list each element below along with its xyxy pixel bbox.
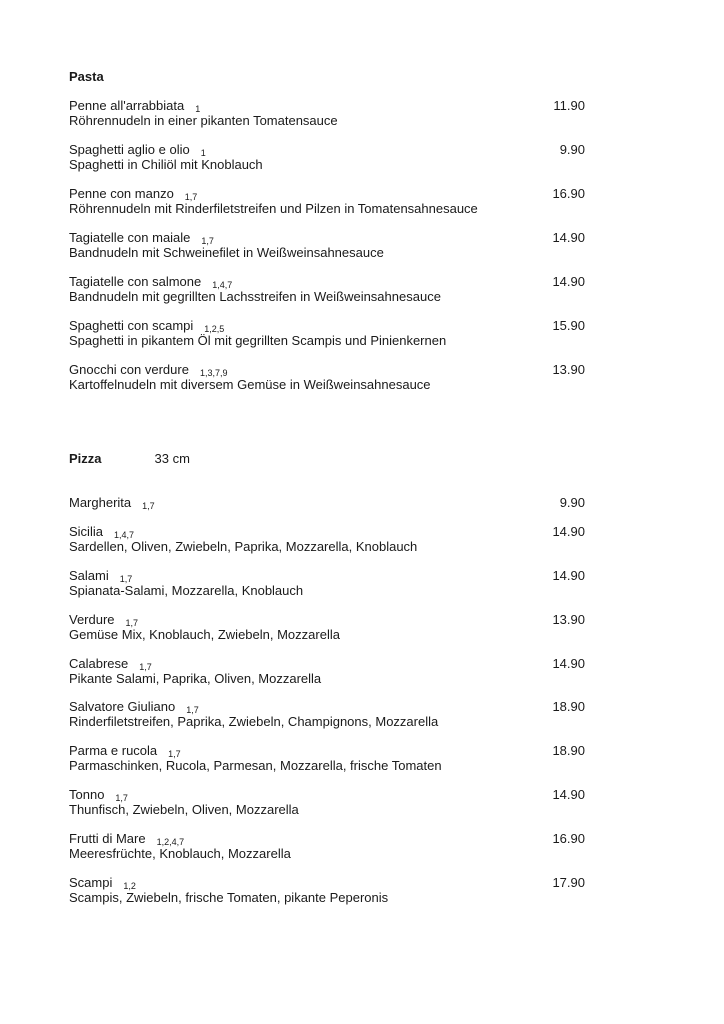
item-price: 18.90 bbox=[552, 743, 585, 758]
item-price: 18.90 bbox=[552, 699, 585, 714]
pasta-title: Pasta bbox=[69, 69, 104, 84]
item-price: 16.90 bbox=[552, 186, 585, 201]
item-name: Tagiatelle con salmone bbox=[69, 274, 202, 289]
item-allergens: 1 bbox=[195, 104, 201, 114]
item-name: Frutti di Mare bbox=[69, 831, 146, 846]
item-description: Gemüse Mix, Knoblauch, Zwiebeln, Mozzarella bbox=[69, 627, 340, 642]
item-allergens: 1,4,7 bbox=[113, 530, 134, 540]
item-allergens: 1 bbox=[200, 148, 206, 158]
item-price: 14.90 bbox=[552, 568, 585, 583]
item-description: Meeresfrüchte, Knoblauch, Mozzarella bbox=[69, 846, 291, 861]
menu-item bbox=[69, 186, 585, 216]
menu-item bbox=[69, 98, 585, 128]
item-name: Calabrese bbox=[69, 656, 129, 671]
item-name: Scampi bbox=[69, 875, 113, 890]
item-name: Salami bbox=[69, 568, 109, 583]
item-name: Margherita bbox=[69, 495, 132, 510]
pizza-title: Pizza bbox=[69, 451, 102, 466]
item-allergens: 1,7 bbox=[115, 793, 128, 803]
menu-item bbox=[69, 362, 585, 392]
item-allergens: 1,7 bbox=[168, 749, 181, 759]
menu-item bbox=[69, 743, 585, 773]
item-name: Penne con manzo bbox=[69, 186, 174, 201]
menu-item bbox=[69, 656, 585, 686]
item-name: Parma e rucola bbox=[69, 743, 158, 758]
menu-item bbox=[69, 274, 585, 304]
item-price: 17.90 bbox=[552, 875, 585, 890]
item-description: Röhrennudeln mit Rinderfiletstreifen und Pilzen in Tomatensahnesauce bbox=[69, 201, 478, 216]
item-name: Tagiatelle con maiale bbox=[69, 230, 191, 245]
item-price: 15.90 bbox=[552, 318, 585, 333]
item-allergens: 1,3,7,9 bbox=[199, 368, 228, 378]
pasta-heading bbox=[69, 69, 104, 84]
item-allergens: 1,7 bbox=[186, 705, 199, 715]
menu-item bbox=[69, 230, 585, 260]
item-price: 13.90 bbox=[552, 362, 585, 377]
item-name: Tonno bbox=[69, 787, 105, 802]
item-description: Spaghetti in pikantem Öl mit gegrillten Scampis und Pinienkernen bbox=[69, 333, 447, 348]
item-name: Verdure bbox=[69, 612, 115, 627]
pizza-size: 33 cm bbox=[154, 451, 190, 466]
item-price: 14.90 bbox=[552, 274, 585, 289]
item-description: Bandnudeln mit Schweinefilet in Weißweinsahnesauce bbox=[69, 245, 384, 260]
item-description: Kartoffelnudeln mit diversem Gemüse in Weißweinsahnesauce bbox=[69, 377, 431, 392]
item-price: 9.90 bbox=[559, 495, 585, 510]
item-description: Sardellen, Oliven, Zwiebeln, Paprika, Mozzarella, Knoblauch bbox=[69, 539, 418, 554]
item-allergens: 1,7 bbox=[139, 662, 152, 672]
item-description: Pikante Salami, Paprika, Oliven, Mozzarella bbox=[69, 671, 322, 686]
item-description: Spaghetti in Chiliöl mit Knoblauch bbox=[69, 157, 263, 172]
item-name: Sicilia bbox=[69, 524, 103, 539]
menu-item bbox=[69, 875, 585, 905]
item-name: Spaghetti aglio e olio bbox=[69, 142, 190, 157]
menu-item bbox=[69, 142, 585, 172]
item-description: Rinderfiletstreifen, Paprika, Zwiebeln, Champignons, Mozzarella bbox=[69, 714, 439, 729]
item-description: Bandnudeln mit gegrillten Lachsstreifen in Weißweinsahnesauce bbox=[69, 289, 441, 304]
menu-item bbox=[69, 699, 585, 729]
item-description: Spianata-Salami, Mozzarella, Knoblauch bbox=[69, 583, 304, 598]
item-allergens: 1,2 bbox=[123, 881, 136, 891]
item-allergens: 1,7 bbox=[142, 501, 155, 511]
item-price: 11.90 bbox=[553, 98, 585, 113]
item-name: Gnocchi con verdure bbox=[69, 362, 189, 377]
menu-item bbox=[69, 787, 585, 817]
item-allergens: 1,2,5 bbox=[204, 324, 225, 334]
menu-item bbox=[69, 831, 585, 861]
pizza-heading bbox=[69, 451, 190, 466]
item-price: 14.90 bbox=[552, 230, 585, 245]
item-price: 14.90 bbox=[552, 656, 585, 671]
item-allergens: 1,2,4,7 bbox=[156, 837, 185, 847]
menu-item bbox=[69, 524, 585, 554]
menu-item bbox=[69, 612, 585, 642]
item-name: Salvatore Giuliano bbox=[69, 699, 176, 714]
item-price: 9.90 bbox=[559, 142, 585, 157]
item-name: Penne all'arrabbiata bbox=[69, 98, 185, 113]
item-allergens: 1,7 bbox=[184, 192, 198, 202]
item-allergens: 1,7 bbox=[119, 574, 133, 584]
menu-item bbox=[69, 318, 585, 348]
item-description: Thunfisch, Zwiebeln, Oliven, Mozzarella bbox=[69, 802, 299, 817]
item-price: 14.90 bbox=[552, 524, 585, 539]
item-description: Parmaschinken, Rucola, Parmesan, Mozzarella, frische Tomaten bbox=[69, 758, 442, 773]
item-allergens: 1,7 bbox=[201, 236, 214, 246]
menu-item bbox=[69, 568, 585, 598]
item-price: 13.90 bbox=[552, 612, 585, 627]
item-allergens: 1,7 bbox=[125, 618, 139, 628]
item-price: 14.90 bbox=[552, 787, 585, 802]
menu-item bbox=[69, 495, 585, 510]
item-allergens: 1,4,7 bbox=[212, 280, 233, 290]
item-name: Spaghetti con scampi bbox=[69, 318, 194, 333]
item-description: Scampis, Zwiebeln, frische Tomaten, pikante Peperonis bbox=[69, 890, 389, 905]
item-description: Röhrennudeln in einer pikanten Tomatensauce bbox=[69, 113, 338, 128]
item-price: 16.90 bbox=[552, 831, 585, 846]
